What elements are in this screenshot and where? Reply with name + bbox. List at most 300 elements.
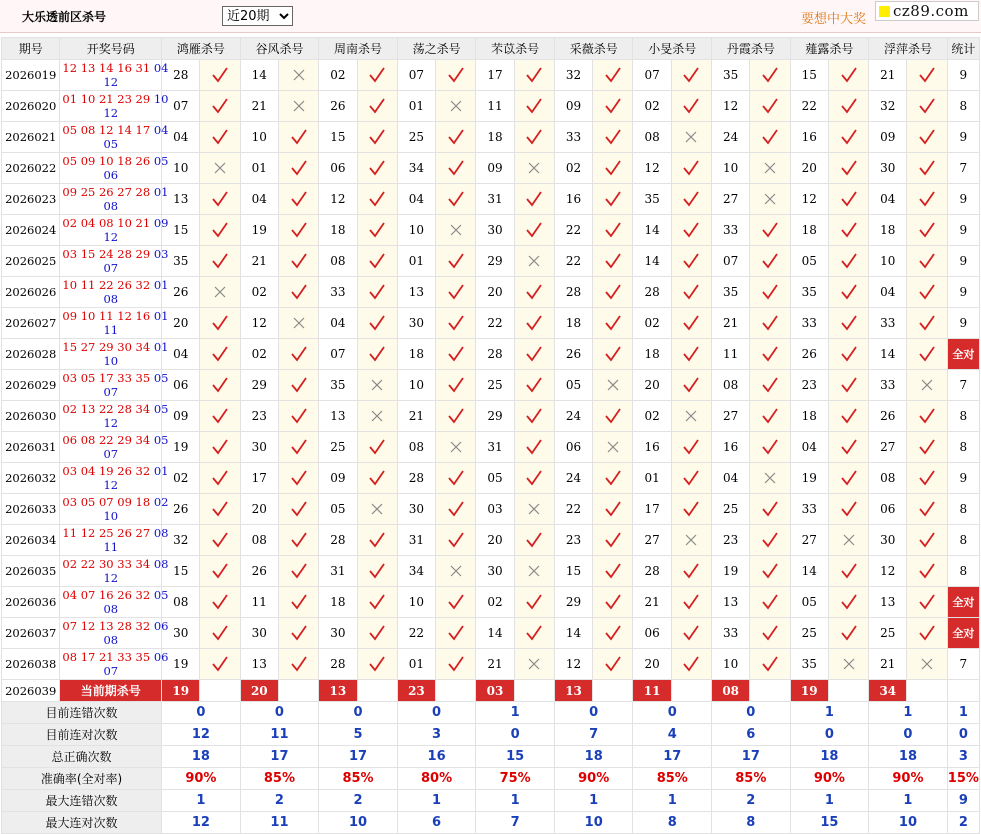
check-icon [682,190,700,208]
check-icon [840,562,858,580]
current-kill-blank [828,680,868,702]
period-cell: 2026038 [2,649,60,680]
table-row [2,60,980,91]
result-mark-cell [907,649,947,680]
kill-number-cell: 01 [397,91,435,122]
summary-value: 15 [476,746,555,768]
result-mark-cell [200,339,240,370]
check-icon [604,407,622,425]
check-icon [918,314,936,332]
check-icon [682,438,700,456]
result-mark-cell [671,60,711,91]
check-icon [840,345,858,363]
check-icon [840,97,858,115]
period-cell: 2026020 [2,91,60,122]
check-icon [290,655,308,673]
kill-number-cell: 15 [790,60,828,91]
result-mark-cell [278,463,318,494]
kill-number-cell: 13 [869,587,907,618]
back-number-2: 10 [103,354,119,368]
table-row [2,587,980,618]
kill-number-cell: 18 [790,215,828,246]
check-icon [368,221,386,239]
check-icon [368,531,386,549]
draw-numbers-cell [60,649,169,680]
check-icon [211,345,229,363]
kill-number-cell: 07 [319,339,357,370]
summary-row [2,724,980,746]
check-icon [761,655,779,673]
period-cell: 2026033 [2,494,60,525]
summary-value: 90% [554,768,633,790]
summary-value: 2 [319,790,398,812]
result-mark-cell [907,215,947,246]
table-row [2,339,980,370]
kill-number-cell: 31 [397,525,435,556]
kill-number-cell: 27 [790,525,828,556]
cross-icon [368,376,386,394]
back-number-2: 05 [103,137,119,151]
check-icon [918,531,936,549]
check-icon [840,66,858,84]
kill-number-cell: 20 [162,308,200,339]
table-row [2,494,980,525]
result-mark-cell [278,246,318,277]
current-kill-number: 19 [790,680,828,702]
kill-number-cell: 18 [554,308,592,339]
back-number-2: 12 [103,571,119,585]
result-mark-cell [907,556,947,587]
kill-number-cell: 22 [554,215,592,246]
back-number-2: 12 [103,416,119,430]
kill-number-cell: 10 [397,215,435,246]
result-mark-cell [514,401,554,432]
summary-value: 1 [554,790,633,812]
kill-number-cell: 27 [633,525,671,556]
check-icon [840,593,858,611]
result-mark-cell [200,618,240,649]
kill-number-cell: 33 [554,122,592,153]
check-icon [290,500,308,518]
kill-number-cell: 25 [790,618,828,649]
check-icon [447,66,465,84]
kill-number-cell: 18 [633,339,671,370]
stat-cell: 8 [947,432,979,463]
current-kill-blank [671,680,711,702]
result-mark-cell [671,339,711,370]
check-icon [840,407,858,425]
front-numbers: 03 15 24 28 29 [62,247,151,261]
result-mark-cell [436,122,476,153]
period-cell: 2026027 [2,308,60,339]
front-numbers: 07 12 13 28 32 [62,619,151,633]
kill-number-cell: 18 [319,587,357,618]
kill-number-cell: 07 [397,60,435,91]
kill-number-cell: 21 [397,401,435,432]
summary-value: 0 [162,702,241,724]
draw-numbers-cell [60,432,169,463]
result-mark-cell [671,432,711,463]
result-mark-cell [278,401,318,432]
front-numbers: 12 13 14 16 31 [62,61,151,75]
result-mark-cell [278,91,318,122]
summary-label: 目前连错次数 [2,702,162,724]
cross-icon [447,438,465,456]
check-icon [447,655,465,673]
kill-number-cell: 18 [869,215,907,246]
period-range-select[interactable] [222,6,293,26]
stat-cell: 7 [947,649,979,680]
front-numbers: 05 09 10 18 26 [62,154,151,168]
top-bar [0,0,981,33]
kill-number-cell: 01 [397,649,435,680]
check-icon [211,314,229,332]
table-row [2,525,980,556]
stat-cell: 8 [947,91,979,122]
summary-value: 10 [319,812,398,834]
cross-icon [368,407,386,425]
check-icon [211,562,229,580]
result-mark-cell [593,525,633,556]
header-expert: 谷风杀号 [240,38,319,60]
summary-value: 1 [869,790,948,812]
draw-numbers-cell [60,618,169,649]
kill-number-cell: 35 [319,370,357,401]
result-mark-cell [514,215,554,246]
stat-cell: 9 [947,184,979,215]
check-icon [525,438,543,456]
draw-numbers-cell [60,277,169,308]
check-icon [918,562,936,580]
current-kill-label: 当前期杀号 [60,680,162,702]
table-row [2,556,980,587]
result-mark-cell [593,370,633,401]
result-mark-cell [514,463,554,494]
check-icon [604,190,622,208]
kill-number-cell: 13 [397,277,435,308]
result-mark-cell [514,556,554,587]
result-mark-cell [278,215,318,246]
draw-numbers-cell [60,525,169,556]
result-mark-cell [671,370,711,401]
summary-label: 总正确次数 [2,746,162,768]
result-mark-cell [436,308,476,339]
check-icon [447,159,465,177]
kill-number-cell: 06 [162,370,200,401]
back-number-2: 06 [103,168,119,182]
cross-icon [525,655,543,673]
result-mark-cell [278,339,318,370]
result-mark-cell [907,618,947,649]
kill-number-cell: 30 [397,308,435,339]
result-mark-cell [671,91,711,122]
check-icon [447,128,465,146]
result-mark-cell [828,618,868,649]
kill-number-cell: 16 [633,432,671,463]
result-mark-cell [200,91,240,122]
check-icon [211,376,229,394]
kill-number-cell: 05 [319,494,357,525]
summary-value: 0 [869,724,948,746]
result-mark-cell [828,370,868,401]
check-icon [290,593,308,611]
kill-number-cell: 05 [790,587,828,618]
result-mark-cell [200,308,240,339]
site-logo[interactable] [875,1,979,21]
summary-value: 12 [162,812,241,834]
check-icon [525,624,543,642]
current-kill-number: 08 [712,680,750,702]
kill-number-cell: 15 [554,556,592,587]
result-mark-cell [750,91,790,122]
result-mark-cell [828,153,868,184]
summary-stat: 0 [947,724,979,746]
stat-cell: 8 [947,401,979,432]
check-icon [604,593,622,611]
kill-number-cell: 01 [397,246,435,277]
summary-value: 0 [712,702,791,724]
kill-number-cell: 27 [712,401,750,432]
current-kill-number: 20 [240,680,278,702]
check-icon [525,407,543,425]
check-icon [761,438,779,456]
kill-number-cell: 29 [554,587,592,618]
check-icon [918,66,936,84]
summary-stat: 9 [947,790,979,812]
back-number-2: 12 [103,478,119,492]
kill-number-cell: 04 [869,277,907,308]
result-mark-cell [593,184,633,215]
result-mark-cell [514,91,554,122]
check-icon [211,655,229,673]
check-icon [761,500,779,518]
kill-number-cell: 19 [162,432,200,463]
cross-icon [761,159,779,177]
check-icon [682,624,700,642]
kill-number-cell: 28 [476,339,514,370]
back-number-1: 08 [153,557,169,571]
check-icon [290,531,308,549]
kill-number-cell: 07 [712,246,750,277]
result-mark-cell [907,153,947,184]
check-icon [682,66,700,84]
summary-value: 85% [240,768,319,790]
summary-row [2,768,980,790]
result-mark-cell [278,525,318,556]
check-icon [761,97,779,115]
result-mark-cell [278,649,318,680]
table-row [2,618,980,649]
summary-value: 85% [319,768,398,790]
current-kill-blank [357,680,397,702]
kill-number-cell: 21 [869,60,907,91]
back-number-2: 07 [103,261,119,275]
result-mark-cell [828,649,868,680]
current-kill-number: 34 [869,680,907,702]
check-icon [682,221,700,239]
kill-number-cell: 35 [633,184,671,215]
check-icon [918,128,936,146]
kill-number-cell: 20 [633,649,671,680]
check-icon [447,500,465,518]
result-mark-cell [593,618,633,649]
summary-row [2,812,980,834]
check-icon [447,593,465,611]
table-row [2,91,980,122]
kill-number-cell: 14 [869,339,907,370]
check-icon [447,624,465,642]
result-mark-cell [593,587,633,618]
result-mark-cell [828,184,868,215]
check-icon [918,469,936,487]
result-mark-cell [278,494,318,525]
result-mark-cell [200,370,240,401]
kill-number-cell: 08 [869,463,907,494]
summary-value: 1 [790,790,869,812]
front-numbers: 09 25 26 27 28 [62,185,151,199]
check-icon [290,252,308,270]
result-mark-cell [357,618,397,649]
result-mark-cell [671,463,711,494]
kill-number-cell: 03 [476,494,514,525]
kill-number-cell: 08 [240,525,278,556]
result-mark-cell [593,401,633,432]
draw-numbers-cell [60,184,169,215]
summary-value: 1 [476,790,555,812]
kill-number-cell: 32 [869,91,907,122]
kill-number-cell: 23 [554,525,592,556]
check-icon [525,376,543,394]
result-mark-cell [907,463,947,494]
summary-value: 90% [790,768,869,790]
kill-number-cell: 02 [633,308,671,339]
check-icon [840,221,858,239]
header-expert: 鸿雁杀号 [162,38,241,60]
back-number-1: 05 [153,371,169,385]
current-kill-number: 11 [633,680,671,702]
kill-number-cell: 32 [162,525,200,556]
current-stat-blank [947,680,979,702]
stat-cell: 8 [947,556,979,587]
check-icon [368,283,386,301]
result-mark-cell [200,401,240,432]
back-number-2: 10 [103,509,119,523]
kill-number-cell: 12 [869,556,907,587]
kill-number-cell: 17 [633,494,671,525]
summary-value: 18 [790,746,869,768]
cross-icon [525,500,543,518]
result-mark-cell [907,122,947,153]
kill-number-cell: 14 [633,215,671,246]
kill-number-cell: 08 [633,122,671,153]
result-mark-cell [671,122,711,153]
check-icon [682,376,700,394]
front-numbers: 09 10 11 12 16 [62,309,151,323]
current-period-cell: 2026039 [2,680,60,702]
table-row [2,153,980,184]
summary-value: 15 [790,812,869,834]
kill-number-cell: 26 [869,401,907,432]
summary-value: 3 [397,724,476,746]
kill-number-cell: 09 [554,91,592,122]
result-mark-cell [828,556,868,587]
check-icon [840,190,858,208]
result-mark-cell [357,277,397,308]
check-icon [211,66,229,84]
kill-number-cell: 24 [554,401,592,432]
kill-number-cell: 02 [633,401,671,432]
kill-number-cell: 25 [869,618,907,649]
result-mark-cell [593,91,633,122]
result-mark-cell [593,122,633,153]
summary-label: 最大连对次数 [2,812,162,834]
stat-cell: 7 [947,153,979,184]
check-icon [604,252,622,270]
kill-number-cell: 10 [397,370,435,401]
stat-cell: 7 [947,370,979,401]
kill-number-cell: 32 [554,60,592,91]
stat-cell: 9 [947,277,979,308]
check-icon [604,66,622,84]
back-number-1: 06 [153,650,169,664]
result-mark-cell [750,370,790,401]
check-icon [918,345,936,363]
header-expert: 丹霞杀号 [712,38,791,60]
period-cell: 2026032 [2,463,60,494]
result-mark-cell [671,184,711,215]
kill-number-cell: 06 [319,153,357,184]
check-icon [525,97,543,115]
stat-cell: 8 [947,525,979,556]
kill-number-cell: 07 [162,91,200,122]
check-icon [761,345,779,363]
period-cell: 2026019 [2,60,60,91]
summary-row [2,746,980,768]
result-mark-cell [436,246,476,277]
draw-numbers-cell [60,215,169,246]
kill-number-cell: 19 [712,556,750,587]
check-icon [761,314,779,332]
kill-number-cell: 28 [397,463,435,494]
kill-number-cell: 35 [712,60,750,91]
result-mark-cell [671,525,711,556]
result-mark-cell [200,432,240,463]
summary-value: 10 [554,812,633,834]
kill-number-cell: 10 [869,246,907,277]
result-mark-cell [750,618,790,649]
draw-numbers-cell [60,308,169,339]
kill-number-cell: 20 [476,277,514,308]
kill-number-cell: 15 [162,215,200,246]
check-icon [447,283,465,301]
result-mark-cell [750,556,790,587]
result-mark-cell [750,60,790,91]
summary-value: 4 [633,724,712,746]
summary-value: 1 [633,790,712,812]
kill-number-cell: 26 [319,91,357,122]
check-icon [840,159,858,177]
summary-value: 11 [240,724,319,746]
result-mark-cell [750,246,790,277]
result-mark-cell [514,277,554,308]
back-number-1: 01 [153,278,169,292]
summary-value: 6 [397,812,476,834]
kill-number-cell: 02 [476,587,514,618]
summary-value: 1 [476,702,555,724]
summary-value: 85% [633,768,712,790]
result-mark-cell [278,587,318,618]
table-row [2,432,980,463]
